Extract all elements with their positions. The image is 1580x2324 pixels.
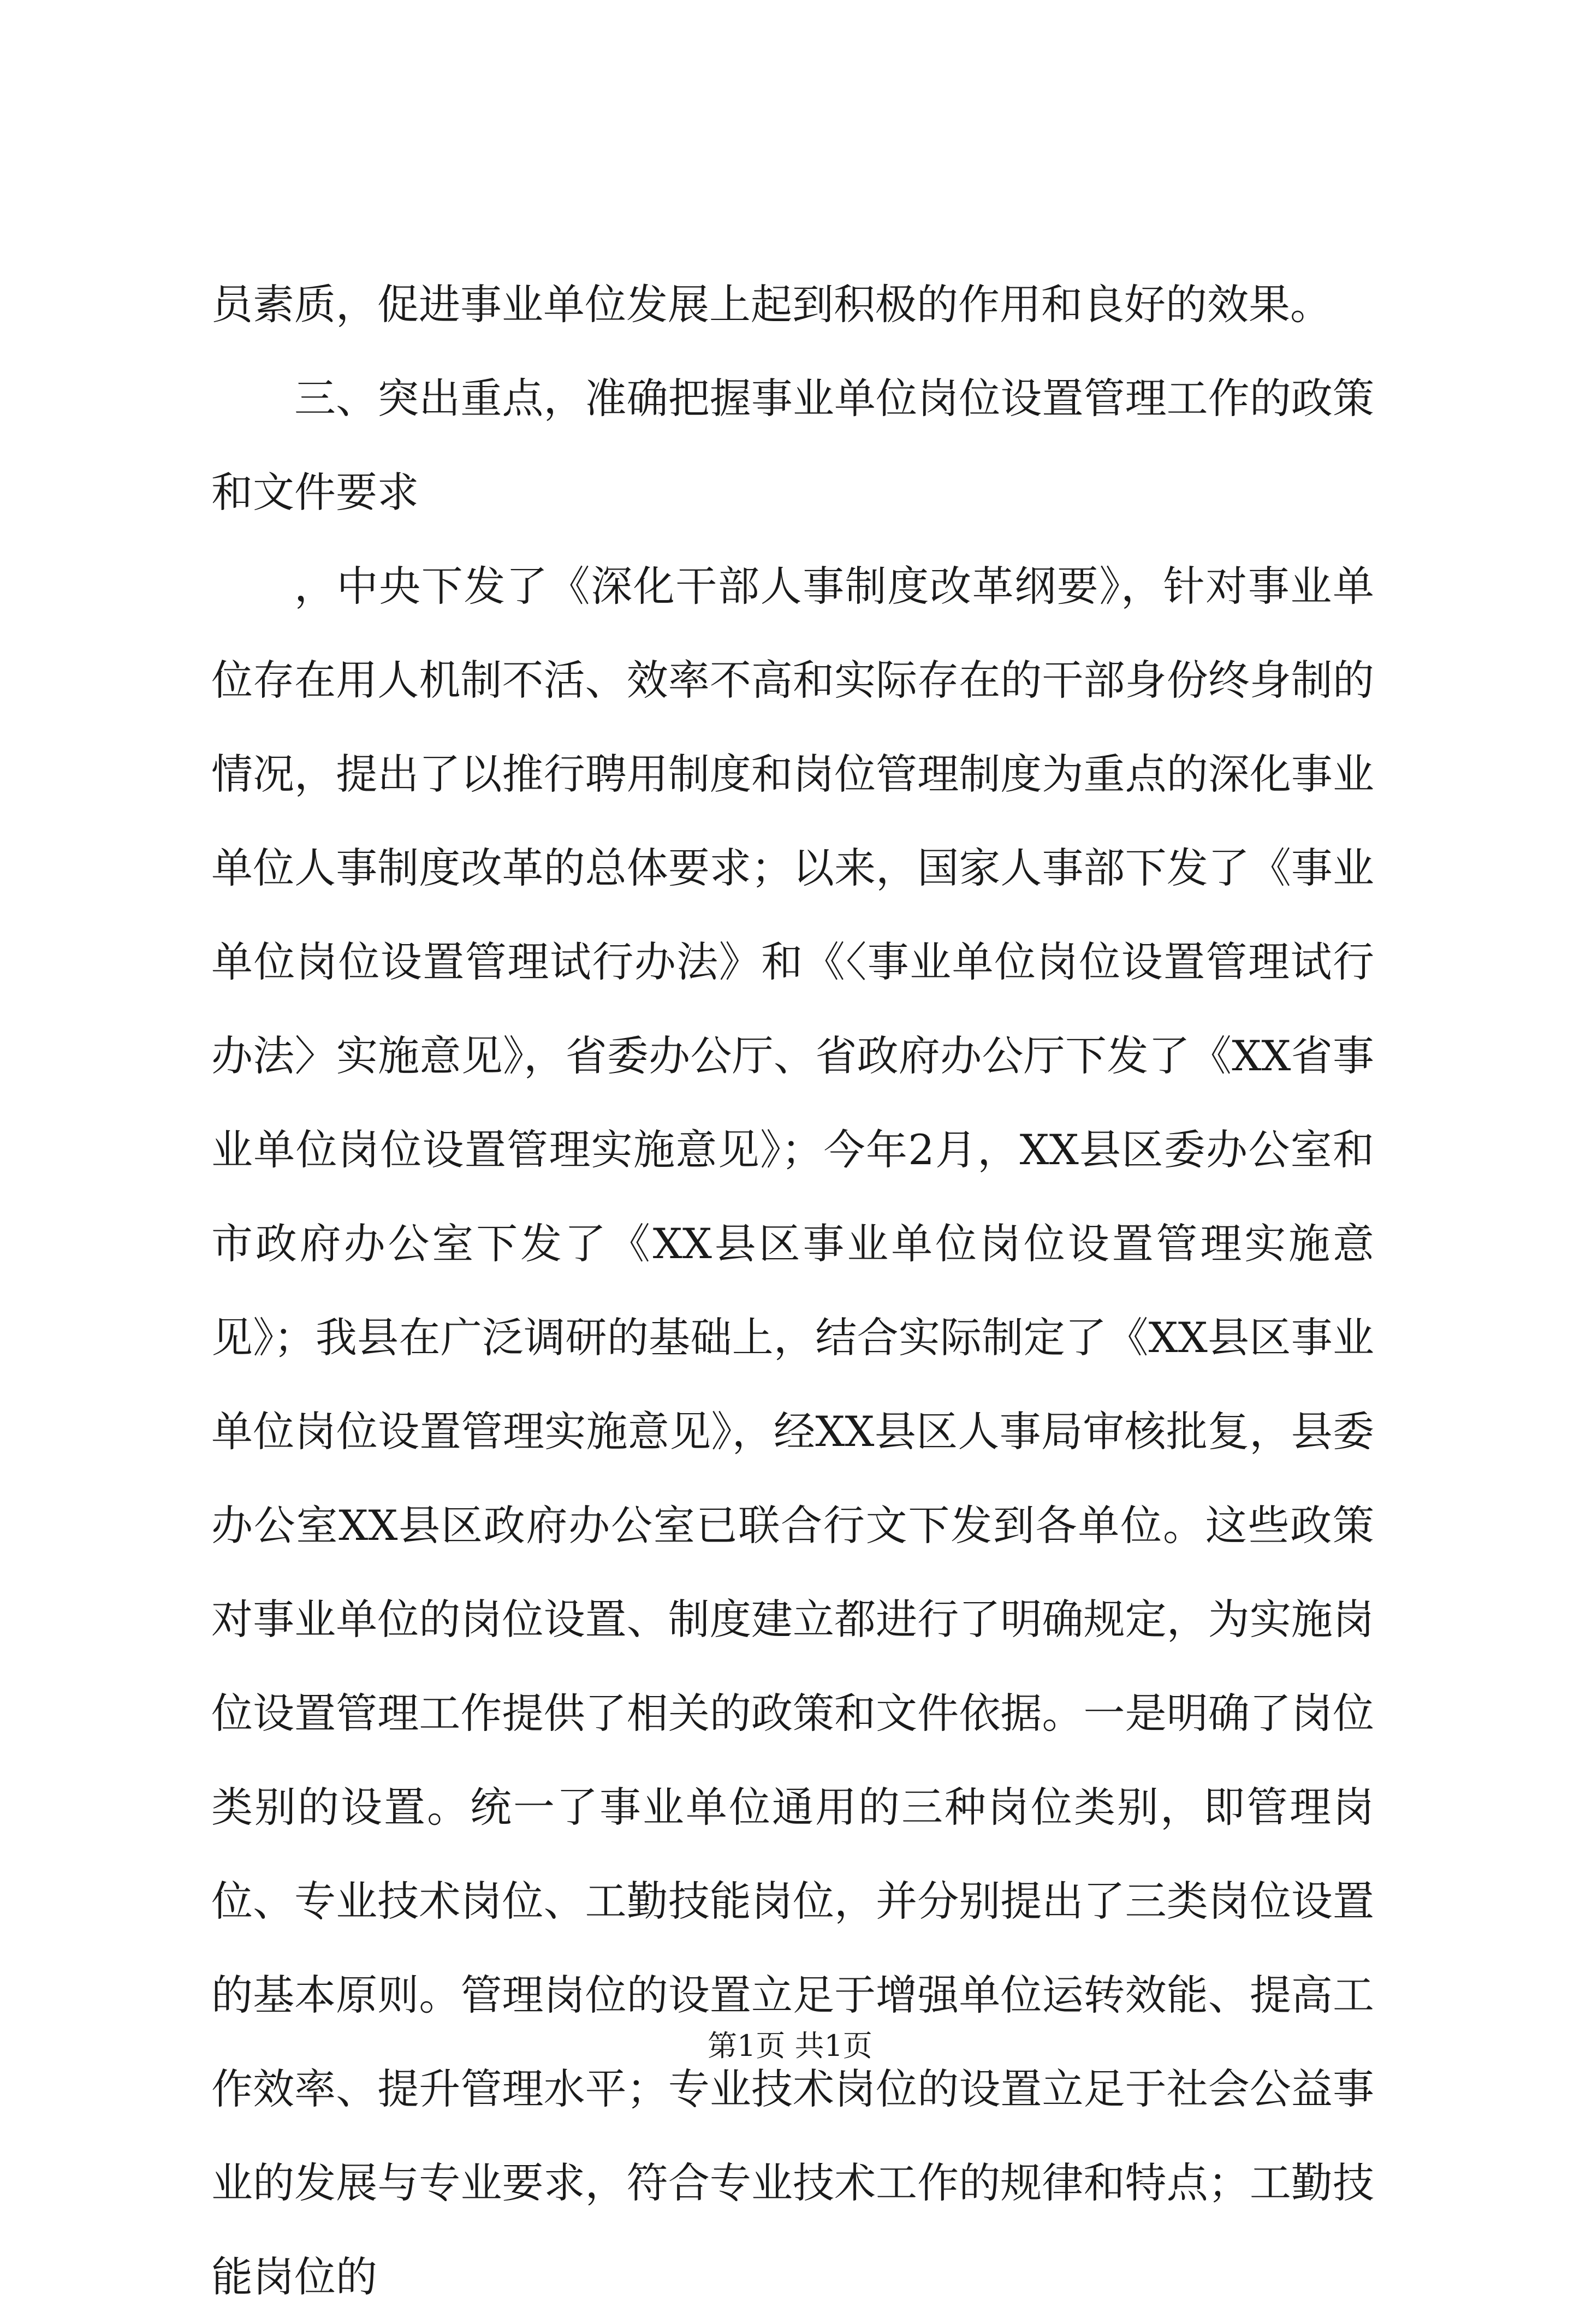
page-footer: 第1页 共1页: [708, 2029, 872, 2063]
paragraph: ，中央下发了《深化干部人事制度改革纲要》，针对事业单位存在用人机制不活、效率不高和实际存在的干部身份终身制的情况，提出了以推行聘用制度和岗位管理制度为重点的深化事业单位人事制度改革的总体要求；以来，国家人事部下发了《事业单位岗位设置管理试行办法》和《〈事业单位岗位设置管理试行办法〉实施意见》，省委办公厅、省政府办公厅下发了《XX省事业单位岗位设置管理实施意见》；今年2月，XX县区委办公室和市政府办公室下发了《XX县区事业单位岗位设置管理实施意见》；我县在广泛调研的基础上，结合实际制定了《XX县区事业单位岗位设置管理实施意见》，经XX县区人事局审核批复，县委办公室XX县区政府办公室已联合行文下发到各单位。这些政策对事业单位的岗位设置、制度建立都进行了明确规定，为实施岗位设置管理工作提供了相关的政策和文件依据。一是明确了岗位类别的设置。统一了事业单位通用的三种岗位类别，即管理岗位、专业技术岗位、工勤技能岗位，并分别提出了三类岗位设置的基本原则。管理岗位的设置立足于增强单位运转效能、提高工作效率、提升管理水平；专业技术岗位的设置立足于社会公益事业的发展与专业要求，符合专业技术工作的规律和特点；工勤技能岗位的: [211, 562, 1374, 2301]
paragraph: 员素质，促进事业单位发展上起到积极的作用和良好的效果。: [211, 280, 1332, 329]
document-body: [211, 258, 1374, 2324]
section-heading: 三、突出重点，准确把握事业单位岗位设置管理工作的政策和文件要求: [211, 374, 1374, 517]
